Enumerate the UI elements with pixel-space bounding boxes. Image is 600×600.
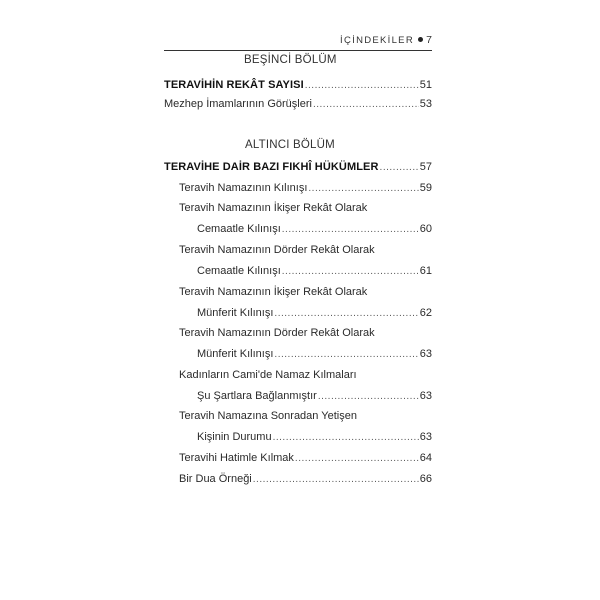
toc-entry[interactable] — [179, 451, 432, 465]
entry-first-line: Teravih Namazının İkişer Rekât Olarak — [179, 202, 368, 214]
entry-first-line: Teravih Namazının Dörder Rekât Olarak — [179, 244, 375, 256]
entry-title: Mezhep İmamlarının Görüşleri — [164, 98, 312, 110]
entry-page: 63 — [419, 390, 432, 402]
dot-leader — [282, 265, 419, 279]
toc-entry[interactable] — [164, 97, 432, 111]
entry-title: TERAVİHİN REKÂT SAYISI — [164, 79, 304, 91]
entry-page: 57 — [419, 161, 432, 173]
dot-leader — [273, 431, 419, 445]
toc-entry-main[interactable] — [164, 78, 432, 92]
toc-entry[interactable] — [179, 472, 432, 486]
entry-page: 60 — [419, 223, 432, 235]
entry-title: Şu Şartlara Bağlanmıştır — [197, 390, 317, 402]
header-page-number: 7 — [426, 34, 432, 46]
entry-first-line: Teravih Namazının Dörder Rekât Olarak — [179, 327, 375, 339]
entry-first-line: Teravih Namazına Sonradan Yetişen — [179, 410, 357, 422]
section-heading: ALTINCI BÖLÜM — [245, 139, 335, 151]
section-heading: BEŞİNCİ BÖLÜM — [244, 54, 337, 66]
entry-page: 51 — [419, 79, 432, 91]
entry-page: 64 — [419, 452, 432, 464]
dot-leader — [380, 161, 419, 175]
entry-title: Teravih Namazının Kılınışı — [179, 182, 308, 194]
dot-leader — [282, 223, 419, 237]
entry-title: Kişinin Durumu — [197, 431, 272, 443]
entry-title: Cemaatle Kılınışı — [197, 223, 281, 235]
toc-entry[interactable] — [179, 181, 432, 195]
running-header — [164, 34, 432, 51]
toc-entry[interactable] — [197, 389, 432, 403]
entry-page: 61 — [419, 265, 432, 277]
dot-leader — [274, 348, 418, 362]
toc-entry[interactable] — [197, 222, 432, 236]
dot-leader — [308, 182, 418, 196]
entry-first-line: Kadınların Cami'de Namaz Kılmaları — [179, 369, 357, 381]
entry-page: 66 — [419, 473, 432, 485]
toc-entry[interactable] — [197, 306, 432, 320]
bullet-icon — [418, 37, 423, 42]
dot-leader — [305, 79, 419, 93]
header-title: İÇİNDEKİLER — [340, 35, 414, 46]
entry-page: 59 — [419, 182, 432, 194]
entry-title: Teravihi Hatimle Kılmak — [179, 452, 294, 464]
entry-title: Münferit Kılınışı — [197, 348, 274, 360]
entry-page: 62 — [419, 307, 432, 319]
entry-title: TERAVİHE DAİR BAZI FIKHÎ HÜKÜMLER — [164, 161, 379, 173]
dot-leader — [313, 98, 419, 112]
toc-entry[interactable] — [197, 430, 432, 444]
dot-leader — [295, 452, 419, 466]
dot-leader — [253, 473, 419, 487]
toc-entry-main[interactable] — [164, 160, 432, 174]
dot-leader — [274, 307, 418, 321]
dot-leader — [318, 390, 419, 404]
toc-entry[interactable] — [197, 347, 432, 361]
entry-first-line: Teravih Namazının İkişer Rekât Olarak — [179, 286, 368, 298]
entry-page: 63 — [419, 431, 432, 443]
entry-title: Münferit Kılınışı — [197, 307, 274, 319]
entry-title: Bir Dua Örneği — [179, 473, 252, 485]
toc-entry[interactable] — [197, 264, 432, 278]
entry-title: Cemaatle Kılınışı — [197, 265, 281, 277]
entry-page: 53 — [419, 98, 432, 110]
entry-page: 63 — [419, 348, 432, 360]
